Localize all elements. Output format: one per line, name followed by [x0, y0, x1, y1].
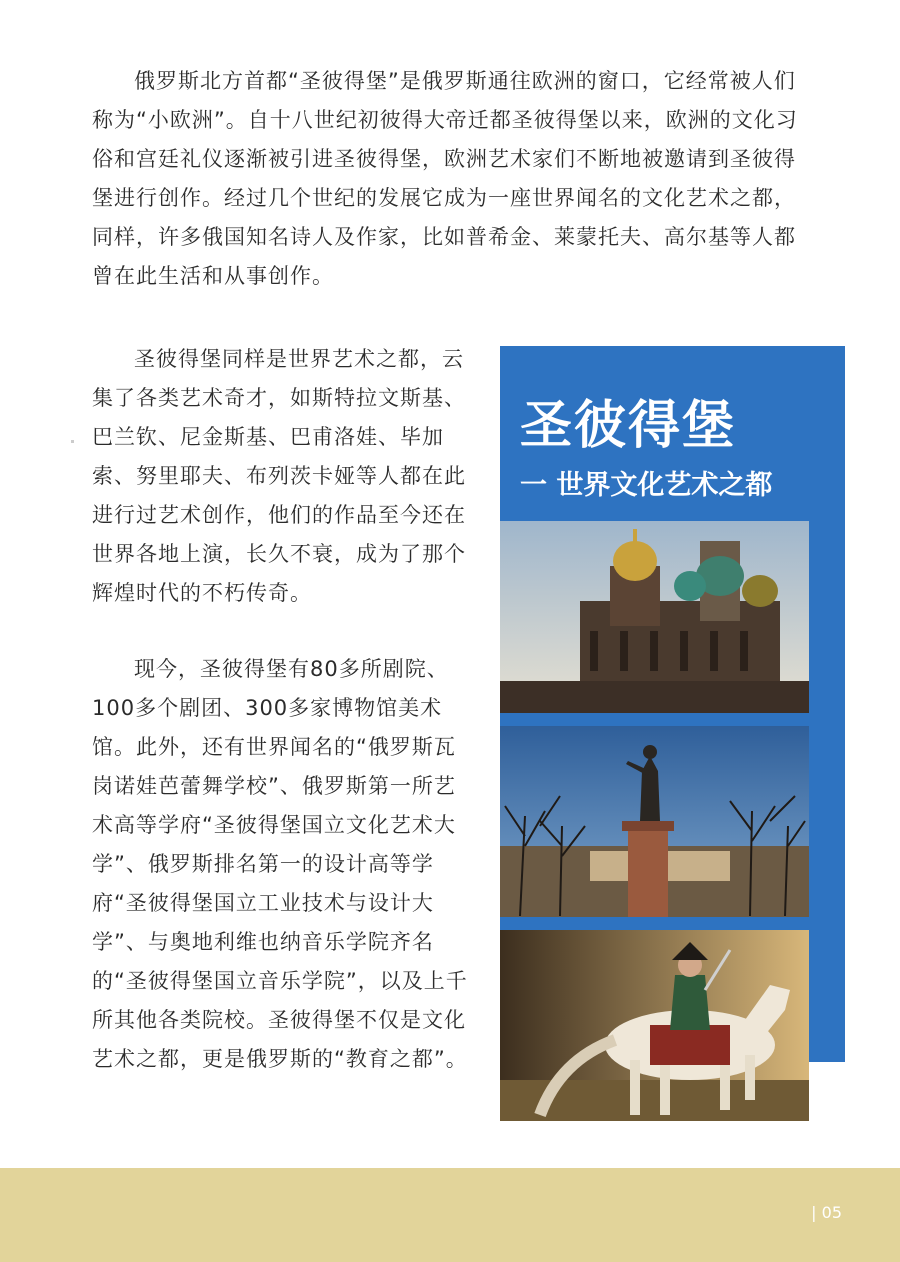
monument-photo [500, 726, 809, 917]
article-paragraph-2: 圣彼得堡同样是世界艺术之都，云集了各类艺术奇才，如斯特拉文斯基、巴兰钦、尼金斯基、巴甫洛娃、毕加索、努里耶夫、布列茨卡娅等人都在此进行过艺术创作，他们的作品至今还在世界各地上演，长久不衰，成为了那个辉煌时代的不朽传奇。 [92, 347, 466, 605]
article-paragraph-3: 现今，圣彼得堡有80多所剧院、100多个剧团、300多家博物馆美术馆。此外，还有世界闻名的“俄罗斯瓦岗诺娃芭蕾舞学校”、俄罗斯第一所艺术高等学府“圣彼得堡国立文化艺术大学”、俄罗斯排名第一的设计高等学府“圣彼得堡国立工业技术与设计大学”、与奥地利维也纳音乐学院齐名的“圣彼得堡国立音乐学院”，以及上千所其他各类院校。圣彼得堡不仅是文化艺术之都，更是俄罗斯的“教育之都”。 [92, 657, 468, 1071]
page-number: | 05 [811, 1203, 842, 1222]
church-photo [500, 521, 809, 713]
sidebar-title: 圣彼得堡 [520, 396, 737, 456]
sidebar-subtitle: 一 世界文化艺术之都 [520, 470, 773, 501]
equestrian-painting [500, 930, 809, 1121]
footer-band [0, 1168, 900, 1262]
decorative-dot [71, 440, 74, 443]
article-paragraph-1: 俄罗斯北方首都“圣彼得堡”是俄罗斯通往欧洲的窗口，它经常被人们称为“小欧洲”。自十八世纪初彼得大帝迁都圣彼得堡以来，欧洲的文化习俗和宫廷礼仪逐渐被引进圣彼得堡，欧洲艺术家们不断地被邀请到圣彼得堡进行创作。经过几个世纪的发展它成为一座世界闻名的文化艺术之都，同样，许多俄国知名诗人及作家，比如普希金、莱蒙托夫、高尔基等人都曾在此生活和从事创作。 [92, 69, 798, 288]
